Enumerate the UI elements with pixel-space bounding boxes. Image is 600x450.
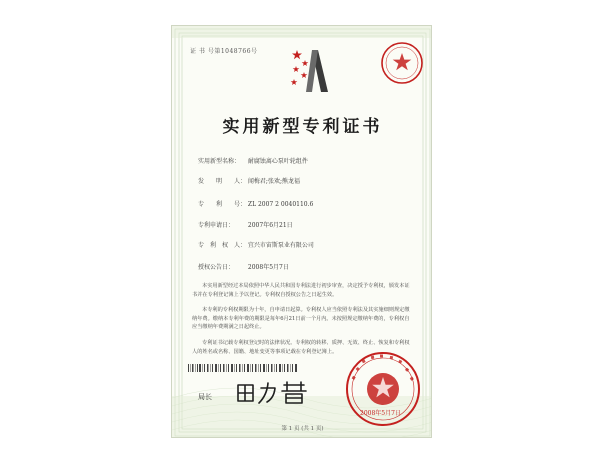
page-number: 第 1 页 (共 1 页) — [281, 426, 324, 432]
signature-icon — [234, 380, 314, 406]
field-grant-date — [198, 262, 289, 271]
seal-date: 2008年5月7日 — [360, 410, 401, 417]
field-utility-model-name — [198, 156, 308, 165]
field-value: 2007年6月21日 — [247, 222, 293, 229]
field-inventors — [198, 176, 300, 185]
barcode-icon — [188, 364, 298, 372]
field-label: 授权公告日： — [198, 264, 235, 271]
small-seal-icon — [379, 40, 425, 86]
director-label: 局长 — [198, 393, 212, 401]
field-patentee — [198, 240, 314, 249]
field-label: 发 明 人： — [198, 178, 247, 185]
field-label: 专利申请日： — [198, 222, 235, 229]
certificate-title: 实用新型专利证书 — [222, 117, 383, 137]
field-value: ZL 2007 2 0040110.6 — [247, 201, 314, 208]
patent-certificate — [171, 25, 432, 438]
field-patent-number — [198, 199, 313, 208]
paragraph-term: 本专利的专利权期限为十年，自申请日起算。专利权人应当依照专利法及其实施细则规定缴纳年费。缴纳本专利年费的期限是每年6月21日前一个月内。未按照规定缴纳年费的，专利权自应当缴纳年费期满之日起终止。 — [192, 307, 410, 331]
field-value: 耐腐蚀离心泵叶轮组件 — [247, 158, 308, 165]
paragraph-status: 专利证书记载专利权登记时的法律状况。专利权的转移、质押、无效、终止、恢复和专利权人的姓名或名称、国籍、地址变更等事项记载在专利登记簿上。 — [192, 340, 410, 355]
field-value: 闻梅君;张欢;熊龙福 — [247, 178, 300, 185]
field-application-date — [198, 220, 293, 229]
field-label: 专 利 权 人： — [198, 242, 247, 249]
patent-office-emblem-icon — [288, 46, 332, 96]
paragraph-grant: 本实用新型经过本局依照中华人民共和国专利法进行初步审查，决定授予专利权，颁发本证书并在专利登记簿上予以登记。专利权自授权公告之日起生效。 — [192, 283, 410, 298]
field-value: 2008年5月7日 — [247, 264, 289, 271]
field-value: 宜兴市宙斯泵业有限公司 — [247, 242, 314, 249]
certificate-number: 证 书 号第1048766号 — [190, 48, 258, 55]
field-label: 专 利 号： — [198, 201, 247, 208]
field-label: 实用新型名称： — [198, 158, 241, 165]
